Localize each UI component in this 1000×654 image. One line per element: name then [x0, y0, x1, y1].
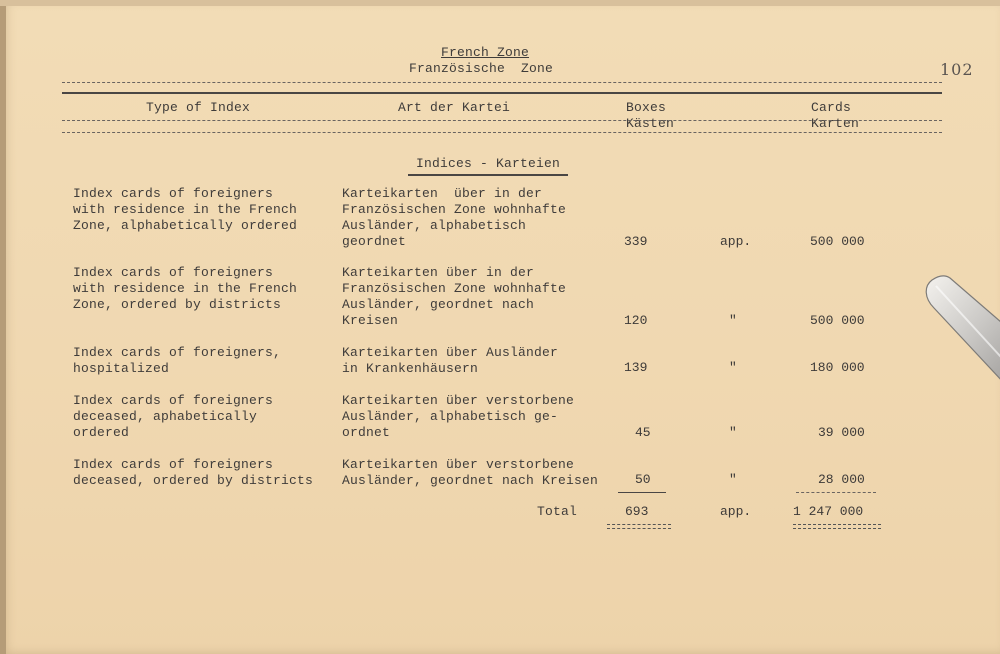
- section-title: Indices - Karteien: [416, 156, 561, 171]
- boxes-sum-rule: [618, 492, 666, 493]
- row-5-description-de: Karteikarten über verstorbene Ausländer, geordnet nach Kreisen: [342, 457, 599, 488]
- row-4-note: ": [729, 425, 737, 440]
- row-3-description-de: Karteikarten über Ausländer in Krankenhäusern: [342, 345, 559, 376]
- title-english: French Zone: [441, 45, 530, 60]
- header-rule-dashed-mid: [62, 120, 942, 121]
- binding-edge: [0, 0, 6, 654]
- metal-pointer-icon: [918, 268, 1000, 408]
- cards-total-double-rule: [793, 524, 881, 529]
- row-5-description-en: Index cards of foreigners deceased, ordered by districts: [73, 457, 314, 488]
- row-3-cards: 180 000: [810, 360, 865, 375]
- row-3-description-en: Index cards of foreigners, hospitalized: [73, 345, 282, 376]
- column-header-type-of-index: Type of Index: [146, 100, 251, 115]
- top-edge: [0, 0, 1000, 6]
- row-1-boxes: 339: [624, 234, 648, 249]
- row-5-note: ": [729, 472, 737, 487]
- header-rule-solid: [62, 92, 942, 94]
- total-label: Total: [537, 504, 578, 519]
- row-1-cards: 500 000: [810, 234, 865, 249]
- row-4-description-de: Karteikarten über verstorbene Ausländer, alphabetisch ge- ordnet: [342, 393, 575, 440]
- column-header-boxes: Boxes: [626, 100, 667, 115]
- row-1-description-de: Karteikarten über in der Französischen Zone wohnhafte Ausländer, alphabetisch geordnet: [342, 186, 567, 249]
- row-2-boxes: 120: [624, 313, 648, 328]
- boxes-total-double-rule: [607, 524, 671, 529]
- total-note: app.: [720, 504, 752, 519]
- header-rule-dashed-bottom: [62, 132, 942, 133]
- row-2-cards: 500 000: [810, 313, 865, 328]
- column-header-art-der-kartei: Art der Kartei: [398, 100, 511, 115]
- row-4-cards: 39 000: [818, 425, 865, 440]
- row-2-description-de: Karteikarten über in der Französischen Zone wohnhafte Ausländer, geordnet nach Kreisen: [342, 265, 567, 328]
- row-3-boxes: 139: [624, 360, 648, 375]
- column-header-karten: Karten: [811, 116, 860, 131]
- page-number: 102: [940, 60, 974, 79]
- row-1-description-en: Index cards of foreigners with residence in the French Zone, alphabetically ordered: [73, 186, 298, 233]
- row-5-cards: 28 000: [818, 472, 865, 487]
- column-header-cards: Cards: [811, 100, 852, 115]
- cards-sum-rule: [796, 492, 876, 493]
- total-boxes: 693: [625, 504, 649, 519]
- row-4-boxes: 45: [635, 425, 651, 440]
- row-1-note: app.: [720, 234, 752, 249]
- column-header-kasten: Kästen: [626, 116, 675, 131]
- total-cards: 1 247 000: [793, 504, 864, 519]
- row-2-note: ": [729, 313, 737, 328]
- row-2-description-en: Index cards of foreigners with residence in the French Zone, ordered by districts: [73, 265, 298, 312]
- row-5-boxes: 50: [635, 472, 651, 487]
- section-title-underline: [408, 174, 568, 176]
- title-german: Französische Zone: [409, 61, 554, 76]
- row-3-note: ": [729, 360, 737, 375]
- header-rule-dashed-top: [62, 82, 942, 83]
- row-4-description-en: Index cards of foreigners deceased, aphabetically ordered: [73, 393, 274, 440]
